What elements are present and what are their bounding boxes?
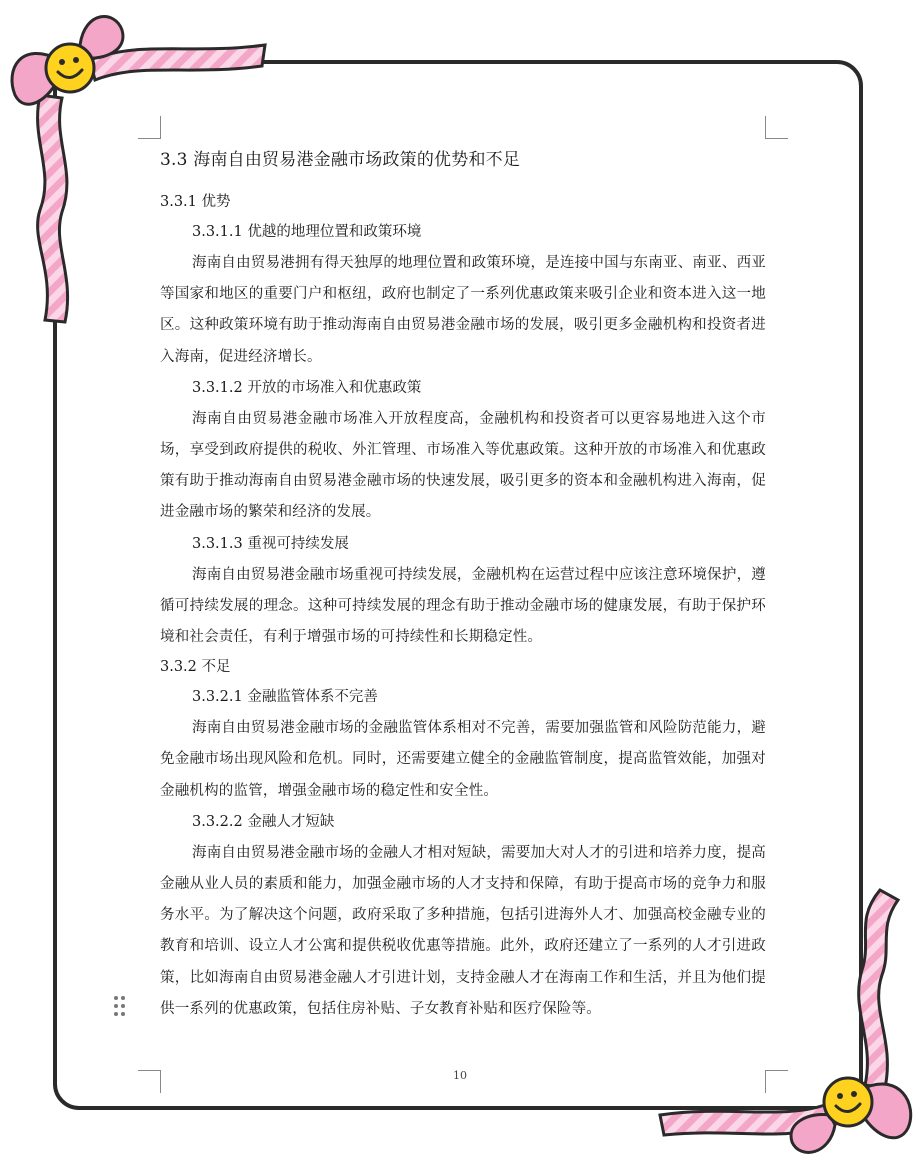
ribbon-tail [859, 890, 898, 1088]
paragraph: 海南自由贸易港金融市场的金融人才相对短缺，需要加大对人才的引进和培养力度，提高金融从业人员的素质和能力，加强金融市场的人才支持和保障，有助于提高市场的竞争力和服务水平。为了解决这个问题，政府采取了多种措施，包括引进海外人才、加强高校金融专业的教育和培训、设立人才公寓和提供税收优惠等措施。此外，政府还建立了一系列的人才引进政策，比如海南自由贸易港金融人才引进计划，支持金融人才在海南工作和生活，并且为他们提供一系列的优惠政策，包括住房补贴、子女教育补贴和医疗保险等。 [160, 844, 766, 1017]
item-heading: 3.3.2.1 金融监管体系不完善 [192, 689, 378, 706]
ribbon-decoration-bottom-right [650, 880, 921, 1169]
subsection-heading-advantages: 3.3.1 优势 [160, 194, 231, 210]
item-heading: 3.3.1.2 开放的市场准入和优惠政策 [192, 379, 422, 396]
ribbon-tail [38, 95, 68, 322]
item-heading: 3.3.1.3 重视可持续发展 [192, 535, 349, 552]
section-title: 3.3 海南自由贸易港金融市场政策的优势和不足 [160, 150, 521, 170]
subsection-heading-shortcomings: 3.3.2 不足 [160, 659, 231, 676]
drag-handle-icon[interactable] [114, 996, 128, 1018]
item-heading: 3.3.1.1 优越的地理位置和政策环境 [192, 224, 422, 240]
item-heading: 3.3.2.2 金融人才短缺 [192, 813, 335, 830]
ribbon-decoration-top-left [0, 0, 270, 330]
paragraph: 海南自由贸易港金融市场重视可持续发展，金融机构在运营过程中应该注意环境保护，遵循可持续发展的理念。这种可持续发展的理念有助于推动金融市场的健康发展，有助于保护环境和社会责任，有利于增强市场的可持续性和长期稳定性。 [160, 566, 766, 646]
paragraph: 海南自由贸易港金融市场准入开放程度高，金融机构和投资者可以更容易地进入这个市场，享受到政府提供的税收、外汇管理、市场准入等优惠政策。这种开放的市场准入和优惠政策有助于推动海南自由贸易港金融市场的快速发展，吸引更多的资本和金融机构进入海南，促进金融市场的繁荣和经济的发展。 [160, 410, 766, 521]
paragraph: 海南自由贸易港金融市场的金融监管体系相对不完善，需要加强监管和风险防范能力，避免金融市场出现风险和危机。同时，还需要建立健全的金融监管制度，提高监管效能，加强对金融机构的监管，增强金融市场的稳定性和安全性。 [160, 720, 766, 799]
crop-mark-bottom-left [138, 1070, 161, 1093]
crop-mark-top-right [765, 116, 788, 139]
page-number: 10 [453, 1069, 467, 1082]
smiley-icon [46, 44, 94, 92]
smiley-icon [824, 1078, 872, 1126]
paragraph: 海南自由贸易港拥有得天独厚的地理位置和政策环境，是连接中国与东南亚、南亚、西亚等国家和地区的重要门户和枢纽，政府也制定了一系列优惠政策来吸引企业和资本进入这一地区。这种政策环境有助于推动海南自由贸易港金融市场的发展，吸引更多金融机构和投资者进入海南，促进经济增长。 [160, 255, 766, 365]
